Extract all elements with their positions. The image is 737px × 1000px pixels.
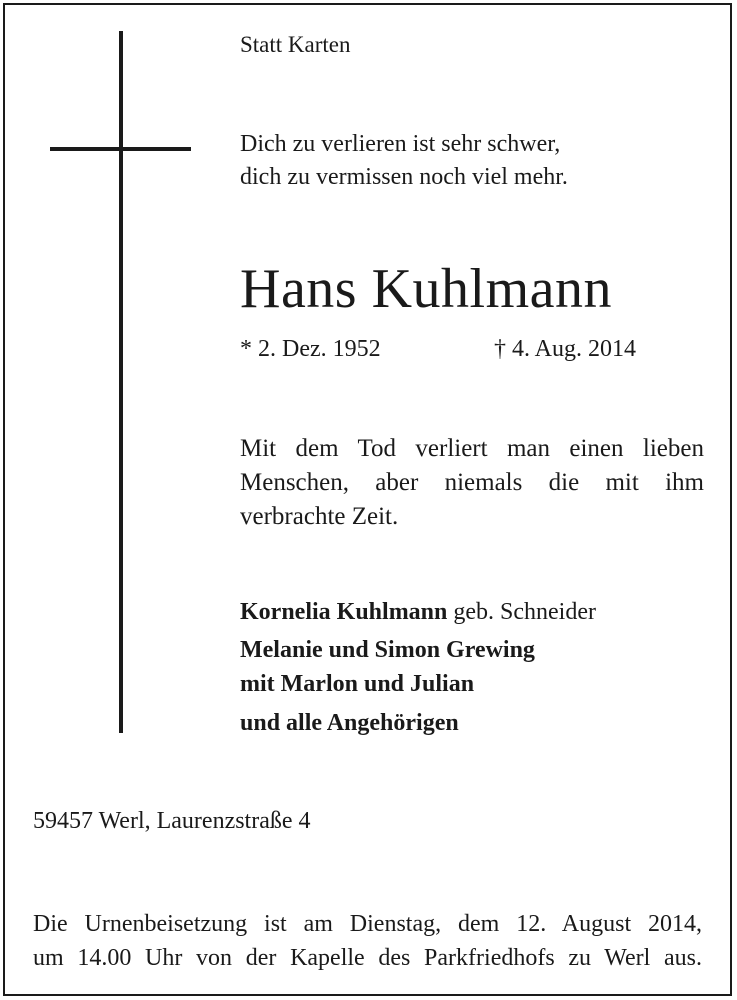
mourner-line [240,600,596,624]
mourner-line: und alle Angehörigen [240,710,459,736]
mourner-maiden-name: geb. Schneider [447,599,596,625]
mourner-name: Kornelia Kuhlmann [240,599,448,625]
mourner-line: Melanie und Simon Grewing [240,637,535,663]
service-line: um 14.00 Uhr von der Kapelle des Parkfriedhofs zu Werl aus. [33,945,702,971]
quote-line: verbrachte Zeit. [240,503,399,530]
birth-date: * 2. Dez. 1952 [240,336,381,362]
memorial-quote [240,432,704,534]
deceased-name: Hans Kuhlmann [240,258,613,320]
quote-line: Menschen, aber niemals die mit ihm [240,469,704,496]
poem-line: Dich zu verlieren ist sehr schwer, [240,131,561,157]
cross-icon [119,31,123,733]
poem-line: dich zu vermissen noch viel mehr. [240,164,568,190]
quote-line: Mit dem Tod verliert man einen lieben [240,435,704,462]
service-line: Die Urnenbeisetzung ist am Dienstag, dem 12. August 2014, [33,911,702,937]
service-info [33,907,702,975]
notice-header: Statt Karten [240,32,351,57]
mourner-line: mit Marlon und Julian [240,671,475,697]
family-address: 59457 Werl, Laurenzstraße 4 [33,808,311,834]
cross-icon-crossbar [50,147,191,151]
death-date: † 4. Aug. 2014 [494,336,637,362]
